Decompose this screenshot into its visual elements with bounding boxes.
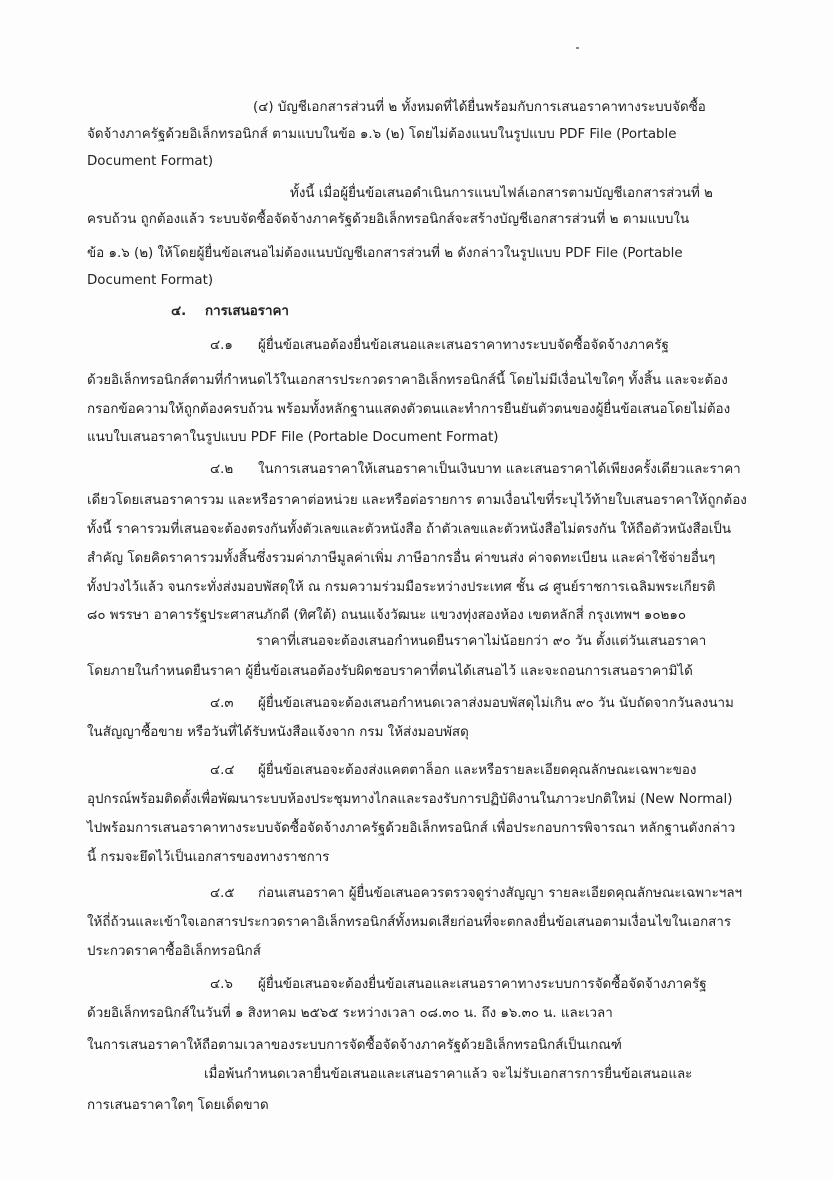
clause-4-6-text: ผู้ยื่นข้อเสนอจะต้องยื่นข้อเสนอและเสนอราคาทางระบบการจัดซื้อจัดจ้างภาครัฐ: [258, 977, 707, 992]
text-line: ประกวดราคาซื้ออิเล็กทรอนิกส์: [87, 944, 261, 959]
section-4-number: ๔.: [171, 304, 187, 319]
text-line: ๘๐ พรรษา อาคารรัฐประศาสนภักดี (ทิศใต้) ถนนแจ้งวัฒนะ แขวงทุ่งสองห้อง เขตหลักสี่ กรุงเทพฯ ๑๐๒๑๐: [87, 608, 687, 623]
clause-4-4-text: ผู้ยื่นข้อเสนอจะต้องส่งแคตตาล็อก และหรือรายละเอียดคุณลักษณะเฉพาะของ: [258, 763, 697, 778]
item-4-paragraph: (๔) บัญชีเอกสารส่วนที่ ๒ ทั้งหมดที่ได้ยื่นพร้อมกับการเสนอราคาทางระบบจัดซื้อ: [253, 100, 706, 115]
text-line: ไปพร้อมการเสนอราคาทางระบบจัดซื้อจัดจ้างภาครัฐด้วยอิเล็กทรอนิกส์ เพื่อประกอบการพิจารณา หลักฐานดังกล่าว: [87, 821, 736, 836]
text-line: Document Format): [87, 154, 214, 169]
clause-4-5-number: ๔.๕: [210, 886, 235, 901]
text-line: โดยภายในกำหนดยืนราคา ผู้ยื่นข้อเสนอต้องรับผิดชอบราคาที่ตนได้เสนอไว้ และจะถอนการเสนอราคามิได้: [87, 664, 693, 679]
text-line: ในการเสนอราคาให้ถือตามเวลาของระบบการจัดซื้อจัดจ้างภาครัฐด้วยอิเล็กทรอนิกส์เป็นเกณฑ์: [87, 1038, 622, 1053]
clause-4-2-text: ในการเสนอราคาให้เสนอราคาเป็นเงินบาท และเสนอราคาได้เพียงครั้งเดียวและราคา: [258, 462, 741, 477]
text-line: จัดจ้างภาครัฐด้วยอิเล็กทรอนิกส์ ตามแบบในข้อ ๑.๖ (๒) โดยไม่ต้องแนบในรูปแบบ PDF File (Portable: [87, 127, 677, 142]
text-line: Document Format): [87, 273, 214, 288]
text-line: อุปกรณ์พร้อมติดตั้งเพื่อพัฒนาระบบห้องประชุมทางไกลและรองรับการปฏิบัติงานในภาวะปกติใหม่ (New Normal): [87, 792, 733, 807]
clause-4-6-number: ๔.๖: [210, 977, 233, 992]
text-line: แนบใบเสนอราคาในรูปแบบ PDF File (Portable Document Format): [87, 430, 499, 445]
text-line: ทั้งนี้ ราคารวมที่เสนอจะต้องตรงกันทั้งตัวเลขและตัวหนังสือ ถ้าตัวเลขและตัวหนังสือไม่ตรงกัน ให้ถือตัวหนังสือเป็น: [87, 522, 731, 537]
text-line: เดียวโดยเสนอราคารวม และหรือราคาต่อหน่วย และหรือต่อรายการ ตามเงื่อนไขที่ระบุไว้ท้ายใบเสนอราคาให้ถูกต้อง: [87, 493, 747, 508]
text-line: การเสนอราคาใดๆ โดยเด็ดขาด: [87, 1098, 269, 1113]
text-line: ครบถ้วน ถูกต้องแล้ว ระบบจัดซื้อจัดจ้างภาครัฐด้วยอิเล็กทรอนิกส์จะสร้างบัญชีเอกสารส่วนที่ ๒ ตามแบบใน: [87, 212, 690, 227]
text-line: นี้ กรมจะยึดไว้เป็นเอกสารของทางราชการ: [87, 850, 330, 865]
clause-4-5-text: ก่อนเสนอราคา ผู้ยื่นข้อเสนอควรตรวจดูร่างสัญญา รายละเอียดคุณลักษณะเฉพาะฯลฯ: [258, 886, 743, 901]
text-line: ด้วยอิเล็กทรอนิกส์ตามที่กำหนดไว้ในเอกสารประกวดราคาอิเล็กทรอนิกส์นี้ โดยไม่มีเงื่อนไขใดๆ ทั้งสิ้น และจะต้อง: [87, 373, 728, 388]
clause-4-1-number: ๔.๑: [210, 338, 233, 353]
clause-4-1-text: ผู้ยื่นข้อเสนอต้องยื่นข้อเสนอและเสนอราคาทางระบบจัดซื้อจัดจ้างภาครัฐ: [258, 338, 669, 353]
text-line: กรอกข้อความให้ถูกต้องครบถ้วน พร้อมทั้งหลักฐานแสดงตัวตนและทำการยืนยันตัวตนของผู้ยื่นข้อเสนอโดยไม่ต้อง: [87, 402, 731, 417]
clause-4-2-number: ๔.๒: [210, 462, 234, 477]
text-line: ในสัญญาซื้อขาย หรือวันที่ได้รับหนังสือแจ้งจาก กรม ให้ส่งมอบพัสดุ: [87, 725, 469, 740]
note-paragraph: ทั้งนี้ เมื่อผู้ยื่นข้อเสนอดำเนินการแนบไฟล์เอกสารตามบัญชีเอกสารส่วนที่ ๒: [290, 186, 713, 201]
section-4-title: การเสนอราคา: [205, 304, 289, 319]
clause-4-4-number: ๔.๔: [210, 763, 235, 778]
scan-speck: [576, 47, 579, 49]
text-line: ด้วยอิเล็กทรอนิกส์ในวันที่ ๑ สิงหาคม ๒๕๖๕ ระหว่างเวลา ๐๘.๓๐ น. ถึง ๑๖.๓๐ น. และเวลา: [87, 1006, 613, 1021]
clause-4-3-text: ผู้ยื่นข้อเสนอจะต้องเสนอกำหนดเวลาส่งมอบพัสดุไม่เกิน ๙๐ วัน นับถัดจากวันลงนาม: [258, 696, 734, 711]
text-line: ทั้งปวงไว้แล้ว จนกระทั่งส่งมอบพัสดุให้ ณ กรมความร่วมมือระหว่างประเทศ ชั้น ๘ ศูนย์ราชการเฉลิมพระเกียรติ: [87, 580, 716, 595]
text-line: ข้อ ๑.๖ (๒) ให้โดยผู้ยื่นข้อเสนอไม่ต้องแนบบัญชีเอกสารส่วนที่ ๒ ดังกล่าวในรูปแบบ PDF File (Portable: [87, 246, 683, 261]
deadline-paragraph: เมื่อพ้นกำหนดเวลายื่นข้อเสนอและเสนอราคาแล้ว จะไม่รับเอกสารการยื่นข้อเสนอและ: [204, 1067, 693, 1082]
text-line: สำคัญ โดยคิดราคารวมทั้งสิ้นซึ่งรวมค่าภาษีมูลค่าเพิ่ม ภาษีอากรอื่น ค่าขนส่ง ค่าจดทะเบียน และค่าใช้จ่ายอื่นๆ: [87, 551, 716, 566]
price-validity-paragraph: ราคาที่เสนอจะต้องเสนอกำหนดยืนราคาไม่น้อยกว่า ๙๐ วัน ตั้งแต่วันเสนอราคา: [256, 634, 707, 649]
text-line: ให้ถี่ถ้วนและเข้าใจเอกสารประกวดราคาอิเล็กทรอนิกส์ทั้งหมดเสียก่อนที่จะตกลงยื่นข้อเสนอตามเงื่อนไขในเอกสาร: [87, 915, 732, 930]
clause-4-3-number: ๔.๓: [210, 696, 234, 711]
